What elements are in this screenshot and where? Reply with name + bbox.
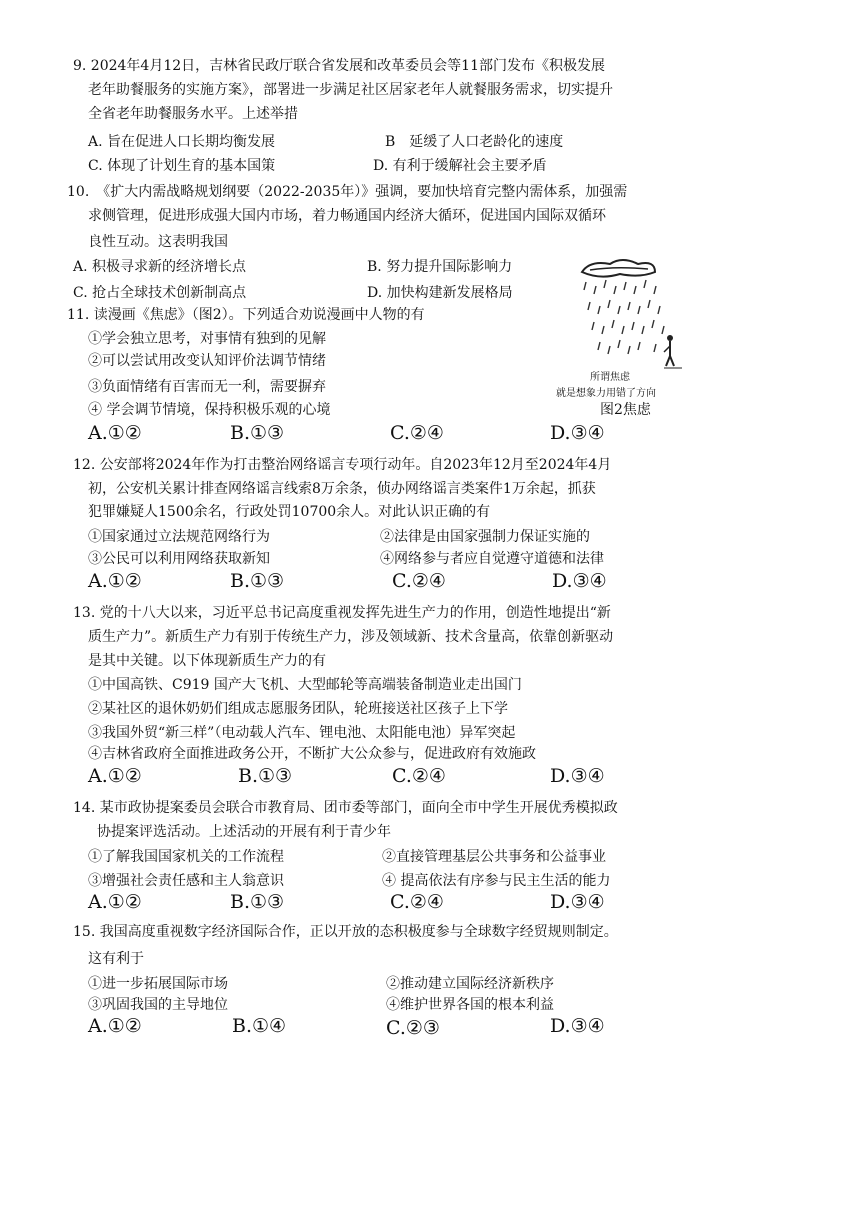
q15-stem-line-1: 15. 我国高度重视数字经济国际合作，正以开放的态积极度参与全球数字经贸规则制定。 — [73, 924, 618, 940]
q13-stem-line-2: 质生产力”。新质生产力有别于传统生产力，涉及领域新、技术含量高，依靠创新驱动 — [88, 629, 614, 645]
q13-option-a: A.①② — [88, 765, 142, 787]
q13-statement-1: ①中国高铁、C919 国产大飞机、大型邮轮等高端装备制造业走出国门 — [88, 677, 522, 693]
q10-stem-line-1: 10. 《扩大内需战略规划纲要（2022-2035年）》强调，要加快培育完整内需体系，加强需 — [67, 184, 628, 200]
q15-statement-3: ③巩固我国的主导地位 — [88, 997, 228, 1013]
q11-statement-3: ③负面情绪有百害而无一利，需要摒弃 — [88, 379, 326, 395]
q10-stem-line-2: 求侧管理，促进形成强大国内市场，着力畅通国内经济大循环，促进国内国际双循环 — [88, 208, 606, 224]
q14-stem-line-1: 14. 某市政协提案委员会联合市教育局、团市委等部门，面向全市中学生开展优秀模拟政 — [73, 800, 618, 816]
q12-option-b: B.①③ — [230, 570, 285, 592]
q13-option-c: C.②④ — [392, 765, 446, 787]
q15-statement-2: ②推动建立国际经济新秩序 — [386, 976, 554, 992]
q11-statement-2: ②可以尝试用改变认知评价法调节情绪 — [88, 353, 326, 369]
q15-statement-4: ④维护世界各国的根本利益 — [386, 997, 554, 1013]
figure-caption-line-2: 就是想象力用错了方向 — [556, 388, 656, 399]
q14-stem-line-2: 协提案评选活动。上述活动的开展有利于青少年 — [97, 824, 391, 840]
q12-stem-line-2: 初，公安机关累计排查网络谣言线索8万余条，侦办网络谣言类案件1万余起，抓获 — [88, 481, 596, 497]
q14-option-d: D.③④ — [550, 891, 605, 913]
q13-option-d: D.③④ — [550, 765, 605, 787]
q9-stem-line-3: 全省老年助餐服务水平。上述举措 — [88, 106, 298, 122]
q13-stem-line-3: 是其中关键。以下体现新质生产力的有 — [88, 653, 326, 669]
q14-statement-2: ②直接管理基层公共事务和公益事业 — [382, 849, 606, 865]
q10-option-a: A. 积极寻求新的经济增长点 — [73, 259, 247, 275]
q14-statement-4: ④ 提高依法有序参与民主生活的能力 — [382, 873, 611, 889]
q9-stem-line-2: 老年助餐服务的实施方案》，部署进一步满足社区居家老年人就餐服务需求，切实提升 — [88, 82, 613, 98]
q15-option-a: A.①② — [88, 1015, 142, 1037]
q12-statement-1: ①国家通过立法规范网络行为 — [88, 529, 270, 545]
q12-statement-4: ④网络参与者应自觉遵守道德和法律 — [380, 551, 604, 567]
q13-statement-3: ③我国外贸“新三样”（电动载人汽车、锂电池、太阳能电池）异军突起 — [88, 725, 516, 741]
figure-label: 图2焦虑 — [600, 402, 651, 418]
q12-option-a: A.①② — [88, 570, 142, 592]
q14-option-b: B.①③ — [230, 891, 285, 913]
anxiety-cartoon-figure — [560, 252, 700, 382]
q9-option-d: D. 有利于缓解社会主要矛盾 — [373, 158, 547, 174]
q11-option-d: D.③④ — [550, 422, 605, 444]
q14-option-c: C.②④ — [390, 891, 444, 913]
q13-option-b: B.①③ — [238, 765, 293, 787]
q13-statement-4: ④吉林省政府全面推进政务公开，不断扩大公众参与，促进政府有效施政 — [88, 746, 536, 762]
q15-stem-line-2: 这有利于 — [88, 951, 144, 967]
q12-statement-3: ③公民可以利用网络获取新知 — [88, 551, 270, 567]
q13-stem-line-1: 13. 党的十八大以来，习近平总书记高度重视发挥先进生产力的作用，创造性地提出“新 — [73, 605, 611, 621]
q11-option-c: C.②④ — [390, 422, 444, 444]
q15-option-b: B.①④ — [232, 1015, 287, 1037]
q12-statement-2: ②法律是由国家强制力保证实施的 — [380, 529, 590, 545]
q12-stem-line-3: 犯罪嫌疑人1500余名，行政处罚10700余人。对此认识正确的有 — [88, 504, 491, 520]
q15-statement-1: ①进一步拓展国际市场 — [88, 976, 228, 992]
q9-stem-line-1: 9. 2024年4月12日，吉林省民政厅联合省发展和改革委员会等11部门发布《积极发展 — [73, 58, 605, 74]
q11-option-b: B.①③ — [230, 422, 285, 444]
q14-option-a: A.①② — [88, 891, 142, 913]
q11-stem-line-1: 11. 读漫画《焦虑》（图2）。下列适合劝说漫画中人物的有 — [67, 307, 425, 323]
q14-statement-3: ③增强社会责任感和主人翁意识 — [88, 873, 284, 889]
q10-stem-line-3: 良性互动。这表明我国 — [88, 234, 228, 250]
q15-option-d: D.③④ — [550, 1015, 605, 1037]
q9-option-c: C. 体现了计划生育的基本国策 — [88, 158, 276, 174]
rain-cloud-cartoon-icon — [560, 252, 700, 382]
q11-statement-1: ①学会独立思考，对事情有独到的见解 — [88, 331, 326, 347]
q13-statement-2: ②某社区的退休奶奶们组成志愿服务团队，轮班接送社区孩子上下学 — [88, 701, 508, 717]
q15-option-c: C.②③ — [386, 1017, 440, 1039]
q12-option-c: C.②④ — [392, 570, 446, 592]
q10-option-c: C. 抢占全球技术创新制高点 — [73, 285, 247, 301]
q10-option-b: B. 努力提升国际影响力 — [367, 259, 513, 275]
figure-caption-line-1: 所谓焦虑 — [590, 372, 630, 383]
q10-option-d: D. 加快构建新发展格局 — [367, 285, 513, 301]
q12-stem-line-1: 12. 公安部将2024年作为打击整治网络谣言专项行动年。自2023年12月至2024年4月 — [73, 457, 612, 473]
q11-statement-4: ④ 学会调节情境，保持积极乐观的心境 — [88, 402, 331, 418]
q11-option-a: A.①② — [88, 422, 142, 444]
q9-option-a: A. 旨在促进人口长期均衡发展 — [88, 134, 276, 150]
q12-option-d: D.③④ — [552, 570, 607, 592]
q9-option-b: B 延缓了人口老龄化的速度 — [385, 134, 564, 150]
q14-statement-1: ①了解我国国家机关的工作流程 — [88, 849, 284, 865]
